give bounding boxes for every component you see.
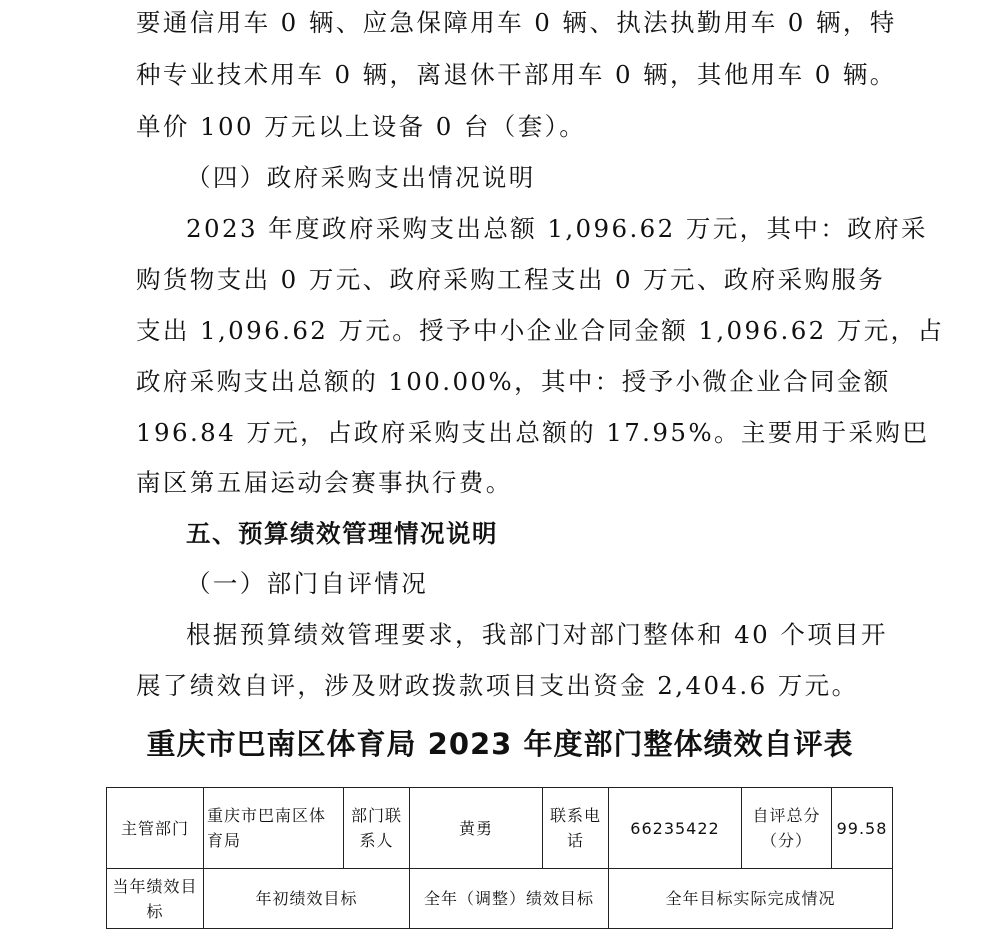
paragraph-line: 支出 1,096.62 万元。授予中小企业合同金额 1,096.62 万元，占 bbox=[136, 316, 945, 345]
section-subheading: （四）政府采购支出情况说明 bbox=[186, 163, 536, 192]
contact-label: 部门联系人 bbox=[344, 788, 410, 869]
paragraph-line: 种专业技术用车 0 辆，离退休干部用车 0 辆，其他用车 0 辆。 bbox=[136, 60, 897, 89]
initial-goal-header: 年初绩效目标 bbox=[204, 869, 410, 929]
dept-value: 重庆市巴南区体育局 bbox=[204, 788, 344, 869]
section-heading: 五、预算绩效管理情况说明 bbox=[186, 519, 498, 548]
contact-value: 黄勇 bbox=[410, 788, 543, 869]
actual-completion-header: 全年目标实际完成情况 bbox=[609, 869, 893, 929]
dept-label: 主管部门 bbox=[107, 788, 204, 869]
score-value: 99.58 bbox=[832, 788, 893, 869]
paragraph-line: 政府采购支出总额的 100.00%，其中：授予小微企业合同金额 bbox=[136, 367, 891, 396]
paragraph-line: 单价 100 万元以上设备 0 台（套）。 bbox=[136, 112, 587, 141]
paragraph-line: 根据预算绩效管理要求，我部门对部门整体和 40 个项目开 bbox=[186, 620, 888, 649]
section-subheading: （一）部门自评情况 bbox=[186, 569, 429, 598]
phone-value: 66235422 bbox=[609, 788, 742, 869]
paragraph-line: 196.84 万元，占政府采购支出总额的 17.95%。主要用于采购巴 bbox=[136, 418, 930, 447]
table-row bbox=[107, 788, 893, 869]
paragraph-line: 展了绩效自评，涉及财政拨款项目支出资金 2,404.6 万元。 bbox=[136, 671, 859, 700]
goal-label: 当年绩效目标 bbox=[107, 869, 204, 929]
paragraph-line: 南区第五届运动会赛事执行费。 bbox=[136, 468, 513, 497]
table-title: 重庆市巴南区体育局 2023 年度部门整体绩效自评表 bbox=[146, 727, 854, 761]
table-row bbox=[107, 869, 893, 929]
score-label: 自评总分（分） bbox=[742, 788, 832, 869]
evaluation-table bbox=[106, 787, 893, 929]
paragraph-line: 要通信用车 0 辆、应急保障用车 0 辆、执法执勤用车 0 辆，特 bbox=[136, 8, 897, 37]
phone-label: 联系电话 bbox=[543, 788, 609, 869]
adjusted-goal-header: 全年（调整）绩效目标 bbox=[410, 869, 609, 929]
paragraph-line: 2023 年度政府采购支出总额 1,096.62 万元，其中：政府采 bbox=[186, 214, 928, 243]
paragraph-line: 购货物支出 0 万元、政府采购工程支出 0 万元、政府采购服务 bbox=[136, 265, 886, 294]
